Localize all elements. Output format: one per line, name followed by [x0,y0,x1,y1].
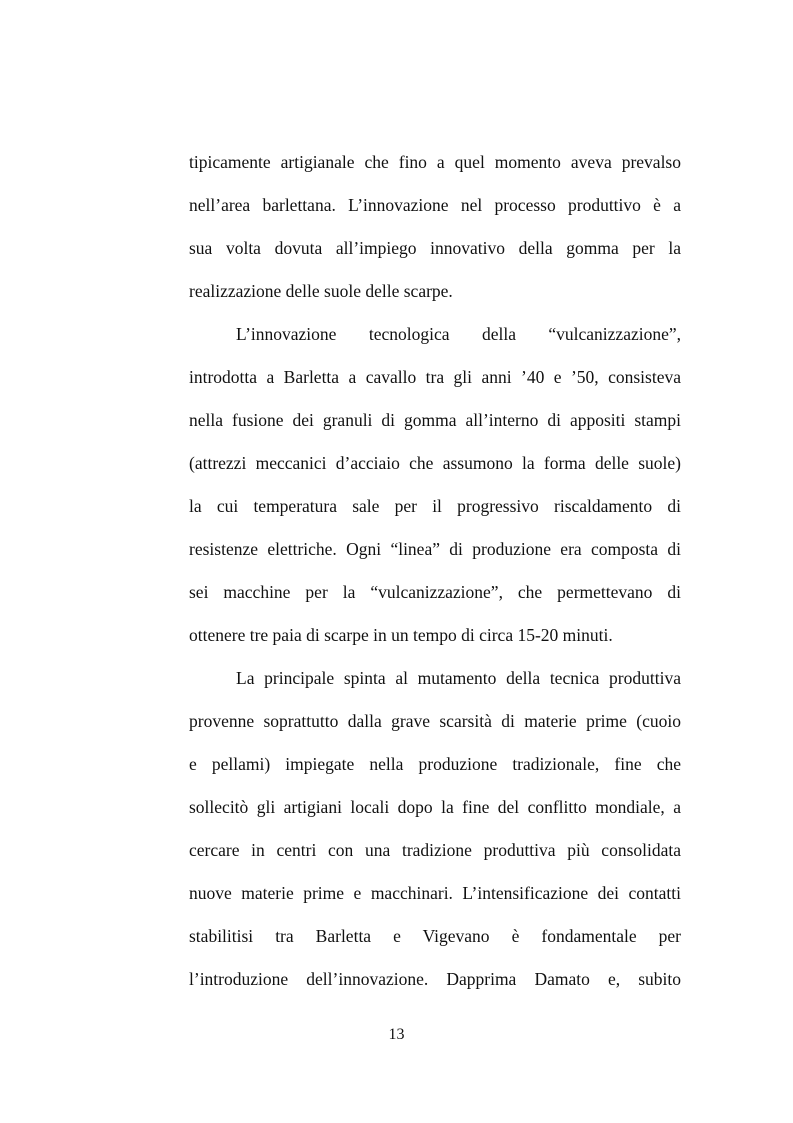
text-line: cercare in centri con una tradizione produttiva più consolidata [189,840,681,860]
text-line: provenne soprattutto dalla grave scarsità di materie prime (cuoio [189,711,681,731]
text-line: e pellami) impiegate nella produzione tradizionale, fine che [189,754,681,774]
text-line: ottenere tre paia di scarpe in un tempo di circa 15-20 minuti. [189,625,613,645]
page-number: 13 [388,1026,405,1043]
text-line: sollecitò gli artigiani locali dopo la fine del conflitto mondiale, a [189,797,681,817]
text-line: sei macchine per la “vulcanizzazione”, che permettevano di [189,582,681,602]
text-line: realizzazione delle suole delle scarpe. [189,281,453,301]
body-text [189,141,681,1001]
text-line: l’introduzione dell’innovazione. Dapprima Damato e, subito [189,969,681,989]
text-line: resistenze elettriche. Ogni “linea” di produzione era composta di [189,539,681,559]
text-line: la cui temperatura sale per il progressivo riscaldamento di [189,496,681,516]
text-line: La principale spinta al mutamento della tecnica produttiva [236,668,681,688]
text-line: stabilitisi tra Barletta e Vigevano è fondamentale per [189,926,681,946]
text-line: (attrezzi meccanici d’acciaio che assumono la forma delle suole) [189,453,681,473]
text-line: L’innovazione tecnologica della “vulcanizzazione”, [236,324,681,344]
text-line: introdotta a Barletta a cavallo tra gli anni ’40 e ’50, consisteva [189,367,681,387]
text-line: nella fusione dei granuli di gomma all’interno di appositi stampi [189,410,681,430]
text-line: tipicamente artigianale che fino a quel momento aveva prevalso [189,152,681,172]
text-line: nell’area barlettana. L’innovazione nel processo produttivo è a [189,195,681,215]
text-line: nuove materie prime e macchinari. L’intensificazione dei contatti [189,883,681,903]
text-line: sua volta dovuta all’impiego innovativo della gomma per la [189,238,681,258]
